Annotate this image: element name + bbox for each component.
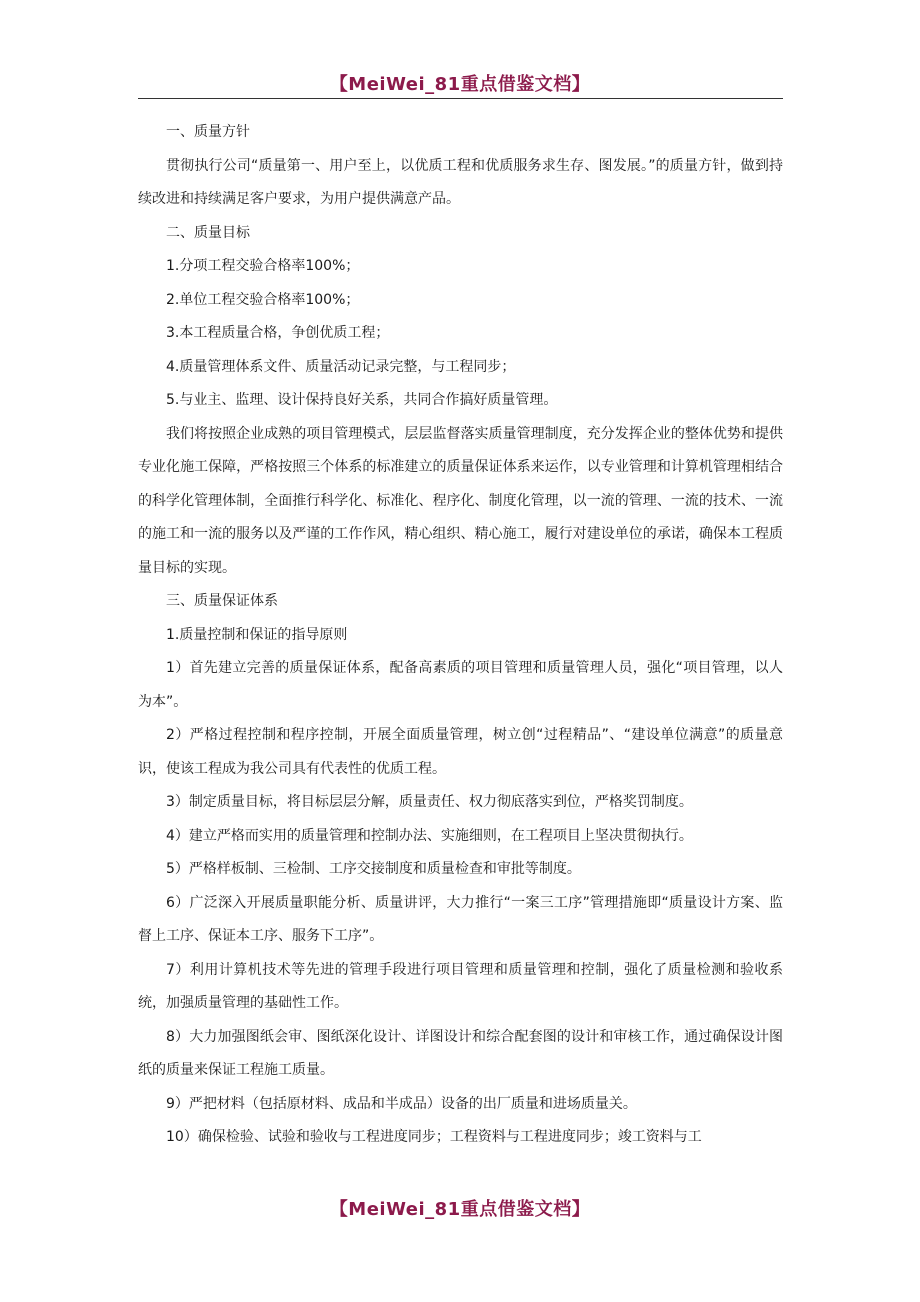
principle-item-2: 2）严格过程控制和程序控制，开展全面质量管理，树立创“过程精品”、“建设单位满意”的质量意识，使该工程成为我公司具有代表性的优质工程。 [138,727,783,777]
principle-item-1: 1）首先建立完善的质量保证体系，配备高素质的项目管理和质量管理人员，强化“项目管理，以人为本”。 [138,660,783,710]
goal-item-5: 5.与业主、监理、设计保持良好关系，共同合作搞好质量管理。 [166,392,558,408]
goal-item-3: 3.本工程质量合格，争创优质工程； [166,325,390,341]
section-heading-quality-policy: 一、质量方针 [166,124,250,140]
section-heading-quality-goals: 二、质量目标 [166,224,250,241]
footer-watermark-title: 【MeiWei_81重点借鉴文档】 [329,1199,591,1220]
section-heading-quality-system: 三、质量保证体系 [166,593,278,609]
goal-item-2: 2.单位工程交验合格率100%； [166,291,360,308]
paragraph-quality-policy: 贯彻执行公司“质量第一、用户至上，以优质工程和优质服务求生存、图发展。”的质量方针，做到持续改进和持续满足客户要求，为用户提供满意产品。 [138,157,783,207]
principle-item-8: 8）大力加强图纸会审、图纸深化设计、详图设计和综合配套图的设计和审核工作，通过确保设计图纸的质量来保证工程施工质量。 [138,1028,783,1078]
goal-item-4: 4.质量管理体系文件、质量活动记录完整，与工程同步； [166,358,516,375]
principle-item-6: 6）广泛深入开展质量职能分析、质量讲评，大力推行“一案三工序”管理措施即“质量设计方案、监督上工序、保证本工序、服务下工序”。 [138,894,783,944]
principle-item-10: 10）确保检验、试验和验收与工程进度同步；工程资料与工程进度同步；竣工资料与工 [166,1129,702,1145]
principle-item-9: 9）严把材料（包括原材料、成品和半成品）设备的出厂质量和进场质量关。 [166,1095,637,1112]
principle-item-4: 4）建立严格而实用的质量管理和控制办法、实施细则，在工程项目上坚决贯彻执行。 [166,827,693,844]
principle-item-7: 7）利用计算机技术等先进的管理手段进行项目管理和质量管理和控制，强化了质量检测和验收系统，加强质量管理的基础性工作。 [138,961,783,1011]
header-divider [138,98,783,99]
paragraph-management-approach: 我们将按照企业成熟的项目管理模式，层层监督落实质量管理制度，充分发挥企业的整体优势和提供专业化施工保障，严格按照三个体系的标准建立的质量保证体系来运作，以专业管理和计算机管理相结合的科学化管理体制，全面推行科学化、标准化、程序化、制度化管理，以一流的管理、一流的技术、一流的施工和一流的服务以及严谨的工作作风，精心组织、精心施工，履行对建设单位的承诺，确保本工程质量目标的实现。 [138,425,783,576]
principle-item-5: 5）严格样板制、三检制、工序交接制度和质量检查和审批等制度。 [166,861,581,877]
document-body [138,116,783,1155]
goal-item-1: 1.分项工程交验合格率100%； [166,258,360,274]
header-watermark-title: 【MeiWei_81重点借鉴文档】 [329,74,591,95]
subheading-guiding-principles: 1.质量控制和保证的指导原则 [166,626,348,643]
principle-item-3: 3）制定质量目标，将目标层层分解，质量责任、权力彻底落实到位，严格奖罚制度。 [166,794,693,810]
